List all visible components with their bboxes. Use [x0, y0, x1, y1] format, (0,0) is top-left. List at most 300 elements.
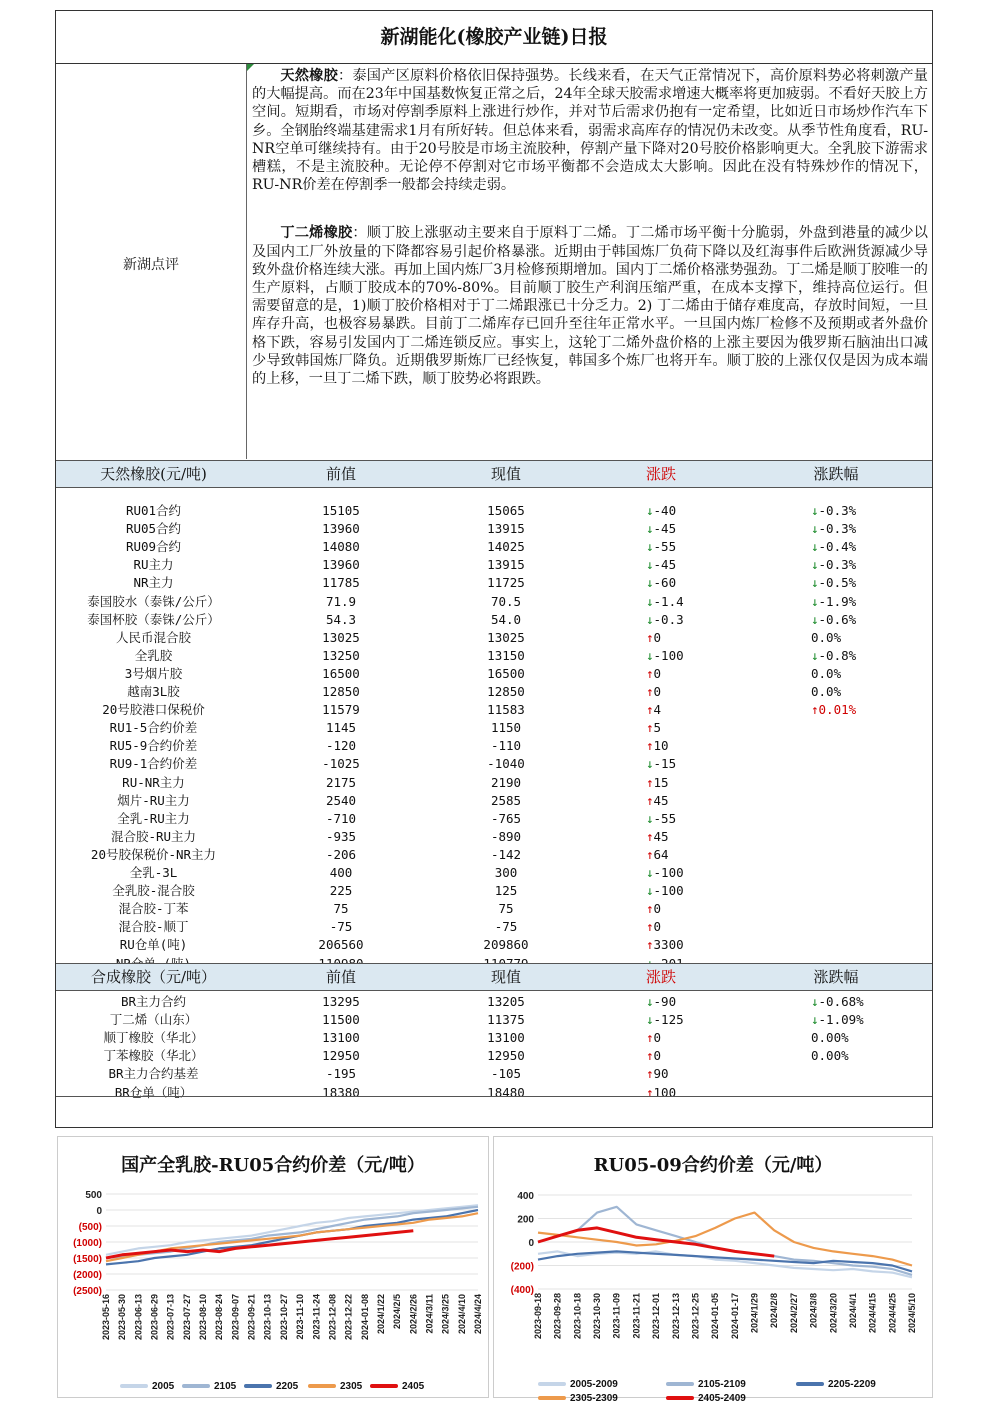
row-name: RU-NR主力	[122, 774, 185, 790]
arrow-down-icon: ↓	[646, 994, 654, 1009]
row-name: 全乳-RU主力	[117, 810, 190, 826]
row-change-pct: -1.09%	[818, 1012, 864, 1028]
arrow-down-icon: ↓	[811, 521, 819, 537]
legend-item	[796, 1379, 876, 1390]
row-name: RU9-1合约价差	[109, 756, 198, 772]
legend-label: 2405-2409	[698, 1393, 746, 1404]
row-cur-value: 16500	[487, 665, 525, 681]
row-cur-value: -890	[490, 828, 522, 844]
y-tick-label: (2500)	[73, 1286, 102, 1297]
legend-item	[120, 1381, 174, 1392]
legend-label: 2205-2209	[828, 1379, 876, 1390]
row-cur-value: -765	[490, 810, 522, 826]
butadiene-heading: 丁二烯橡胶	[280, 225, 353, 242]
table-row	[56, 993, 932, 1011]
row-cur-value: -1040	[487, 756, 525, 772]
x-tick-label: 2024/4/15	[867, 1293, 878, 1334]
arrow-down-icon: ↓	[646, 647, 654, 663]
row-prev-value: 18380	[322, 1084, 360, 1100]
x-tick-label: 2023-10-18	[572, 1293, 583, 1340]
table-row	[56, 737, 932, 755]
arrow-up-icon: ↑	[646, 937, 654, 953]
row-prev-value: 12950	[322, 1048, 360, 1064]
arrow-up-icon: ↑	[646, 828, 654, 844]
comment-label: 新湖点评	[123, 257, 179, 273]
col-chg-header: 涨跌	[645, 465, 676, 483]
arrow-up-icon: ↑	[646, 629, 654, 645]
row-change: 64	[653, 846, 669, 862]
x-tick-label: 2024/4/25	[887, 1293, 898, 1334]
row-name: 泰国杯胶（泰铢/公斤）	[87, 611, 220, 627]
row-cur-value: 209860	[483, 937, 529, 953]
row-change: -55	[653, 539, 677, 555]
natural-rubber-heading: 天然橡胶	[280, 68, 338, 84]
row-change-pct: -0.3%	[818, 521, 857, 537]
table-row	[56, 593, 932, 611]
table-row	[56, 629, 932, 647]
synthetic-rubber-table-header	[56, 963, 932, 991]
x-tick-label: 2023-05-30	[117, 1294, 128, 1341]
x-tick-label: 2023-10-27	[278, 1294, 289, 1341]
row-change: -125	[653, 1012, 684, 1028]
row-cur-value: 13025	[487, 629, 525, 645]
row-change-pct: -0.3%	[818, 503, 857, 518]
row-change: -100	[653, 865, 684, 880]
col-cur-header: 现值	[490, 968, 521, 986]
row-name: 20号胶保税价-NR主力	[90, 846, 217, 862]
row-prev-value: 11500	[322, 1012, 360, 1028]
row-change: 100	[653, 1084, 677, 1100]
y-tick-label: 500	[85, 1190, 102, 1201]
x-tick-label: 2023-09-28	[552, 1293, 563, 1340]
arrow-up-icon: ↑	[646, 1084, 654, 1100]
row-change: 45	[653, 792, 669, 808]
table-row	[56, 556, 932, 574]
row-name: NR主力	[133, 575, 174, 591]
row-change: 15	[653, 774, 669, 790]
legend-item	[666, 1379, 746, 1390]
table-row	[56, 701, 932, 719]
row-cur-value: 75	[498, 901, 514, 917]
row-name: 人民币混合胶	[115, 629, 191, 645]
row-cur-value: 11375	[487, 1012, 525, 1028]
row-change: 0	[653, 1048, 662, 1064]
row-cur-value: 1150	[490, 720, 522, 736]
x-tick-label: 2023-09-07	[230, 1294, 241, 1341]
table-row	[56, 936, 932, 954]
row-cur-value: 11725	[487, 575, 525, 591]
x-tick-label: 2023-12-13	[670, 1293, 681, 1340]
comment-label-cell	[56, 64, 247, 459]
chart-plot	[58, 1137, 488, 1397]
arrow-up-icon: ↑	[646, 1030, 654, 1046]
x-tick-label: 2024/3/25	[440, 1294, 451, 1335]
row-change: 0	[653, 629, 662, 645]
table-row	[56, 574, 932, 592]
row-prev-value: -935	[325, 828, 357, 844]
arrow-up-icon: ↑	[646, 665, 654, 681]
x-tick-label: 2023-11-09	[611, 1293, 622, 1339]
row-name: 混合胶-丁苯	[118, 901, 189, 917]
x-tick-label: 2024-01-17	[729, 1293, 740, 1340]
arrow-up-icon: ↑	[646, 919, 654, 935]
table-row	[56, 1065, 932, 1083]
table-bottom-divider	[56, 1096, 932, 1097]
row-name: 丁二烯（山东）	[109, 1012, 198, 1028]
natural-rubber-body: ：泰国产区原料价格依旧保持强势。长线来看，在天气正常情况下，高价原料势必将刺激产量的大幅提高。而在23年中国基数恢复正常之后，24年全球天胶需求增速大概率将更加疲弱。不看好天胶上方空间。短期看，市场对停割季原料上涨进行炒作，并对节后需求仍抱有一定希望，比如近日市场炒作汽车下乡。全钢胎终端基建需求1月有所好转。但总体来看，弱需求高库存的情况仍未改变。从季节性角度看，RU-NR空单可继续持有。由于20号胶是市场主流胶种，停割产量下降对20号胶价格影响更大。全乳胶下游需求槽糕，不是主流胶种。无论停不停割对它市场平衡都不会造成太大影响。因此在没有特殊炒作的情况下，RU-NR价差在停割季一般都会持续走弱。	[252, 68, 928, 194]
row-change: 3300	[653, 937, 684, 953]
chart-title: RU05-09合约价差（元/吨）	[593, 1155, 833, 1176]
x-tick-label: 2023-12-22	[343, 1294, 354, 1341]
row-prev-value: 206560	[318, 937, 364, 953]
row-change-pct: 0.0%	[811, 629, 842, 645]
row-cur-value: 15065	[487, 503, 525, 518]
arrow-up-icon: ↑	[646, 738, 654, 754]
row-change-pct: -0.3%	[818, 557, 857, 573]
row-prev-value: 400	[329, 865, 353, 880]
row-prev-value: 75	[333, 901, 349, 917]
series-line-2005-2009	[538, 1251, 912, 1277]
legend-label: 2405	[402, 1381, 425, 1392]
chart-quanru-ru05-spread	[57, 1136, 489, 1398]
arrow-up-icon: ↑	[646, 846, 654, 862]
x-tick-label: 2023-11-10	[295, 1294, 306, 1340]
row-name: 顺丁橡胶（华北）	[103, 1030, 204, 1046]
legend-swatch	[538, 1396, 566, 1400]
legend-item	[538, 1379, 618, 1390]
butadiene-body: ：顺丁胶上涨驱动主要来自于原料丁二烯。丁二烯市场平衡十分脆弱，外盘到港量的减少以及国内工厂外放量的下降都容易引起价格暴涨。近期由于韩国炼厂负荷下降以及红海事件后欧洲货源减少导致外盘价格连续大涨。再加上国内炼厂3月检修预期增加。国内丁二烯价格涨势强劲。丁二烯是顺丁胶唯一的生产原料，占顺丁胶成本的70%-80%。目前顺丁胶生产利润压缩严重，在成本支撑下，维持高位运行。但需要留意的是，1)顺丁胶价格相对于丁二烯跟涨已十分乏力。2) 丁二烯由于储存难度高，存放时间短，一旦库存升高，也极容易暴跌。目前丁二烯库存已回升至往年正常水平。一旦国内炼厂检修不及预期或者外盘价格下跌，容易引发国内丁二烯连锁反应。事实上，这轮丁二烯外盘价格的上涨主要因为俄罗斯石脑油出口减少导致韩国炼厂降负。近期俄罗斯炼厂已经恢复，韩国多个炼厂也将开车。顺丁胶的上涨仅仅是因为成本端的上移，一旦丁二烯下跌，顺丁胶势必将跟跌。	[252, 225, 928, 388]
row-prev-value: 2175	[325, 774, 357, 790]
row-change: -1.4	[653, 593, 684, 609]
x-tick-label: 2024/1/22	[375, 1294, 386, 1335]
arrow-down-icon: ↓	[646, 503, 654, 518]
arrow-up-icon: ↑	[646, 1066, 654, 1082]
row-name: RU仓单(吨)	[119, 937, 188, 953]
legend-label: 2105-2109	[698, 1379, 746, 1390]
row-cur-value: 2190	[490, 774, 522, 790]
row-cur-value: -110	[490, 738, 522, 754]
row-name: 3号烟片胶	[124, 665, 183, 681]
arrow-down-icon: ↓	[646, 883, 654, 899]
y-tick-label: (1000)	[73, 1238, 102, 1249]
col-cur-header: 现值	[490, 465, 521, 483]
col-chg-header: 涨跌	[645, 968, 676, 986]
row-name: RU1-5合约价差	[109, 720, 198, 736]
x-tick-label: 2023-09-21	[246, 1294, 257, 1341]
col-prev-header: 前值	[325, 968, 356, 986]
table-row	[56, 520, 932, 538]
y-tick-label: 0	[528, 1238, 534, 1249]
legend-item	[182, 1381, 236, 1392]
row-cur-value: 12950	[487, 1048, 525, 1064]
x-tick-label: 2024/3/20	[828, 1293, 839, 1334]
col-pct-header: 涨跌幅	[813, 968, 859, 986]
row-prev-value: 15105	[322, 503, 360, 518]
x-tick-label: 2024/4/10	[456, 1294, 467, 1335]
x-tick-label: 2024/1/29	[749, 1293, 760, 1334]
y-tick-label: 0	[96, 1206, 102, 1217]
row-change: -90	[653, 994, 677, 1009]
row-change: -100	[653, 647, 684, 663]
table-row	[56, 683, 932, 701]
x-tick-label: 2024/4/1	[847, 1293, 858, 1329]
arrow-down-icon: ↓	[811, 575, 819, 591]
table-row	[56, 1011, 932, 1029]
natural-rubber-comment	[252, 67, 928, 194]
row-prev-value: -120	[325, 738, 357, 754]
legend-swatch	[370, 1384, 398, 1388]
row-prev-value: 54.3	[325, 611, 357, 627]
row-name: 全乳胶	[134, 647, 173, 663]
row-change-pct: -0.68%	[818, 994, 864, 1009]
row-change: -40	[653, 503, 677, 518]
row-name: 20号胶港口保税价	[102, 702, 205, 718]
series-line-2105-2109	[538, 1207, 912, 1275]
row-cur-value: 125	[494, 883, 518, 899]
x-tick-label: 2024/3/11	[424, 1294, 435, 1334]
y-tick-label: (500)	[78, 1222, 102, 1233]
row-cur-value: 70.5	[490, 593, 522, 609]
row-cur-value: 54.0	[490, 611, 522, 627]
row-name: RU5-9合约价差	[109, 738, 198, 754]
chart-ru05-09-spread	[493, 1136, 933, 1404]
row-prev-value: -75	[329, 919, 353, 935]
y-tick-label: 400	[517, 1191, 534, 1202]
legend-label: 2305	[340, 1381, 363, 1392]
row-change: 45	[653, 828, 669, 844]
row-cur-value: 18480	[487, 1084, 525, 1100]
y-tick-label: (1500)	[73, 1254, 102, 1265]
arrow-down-icon: ↓	[811, 611, 819, 627]
x-tick-label: 2023-12-25	[690, 1293, 701, 1340]
x-tick-label: 2023-11-24	[311, 1294, 322, 1340]
row-cur-value: 300	[494, 865, 518, 880]
arrow-up-icon: ↑	[646, 684, 654, 699]
row-cur-value: 13205	[487, 994, 525, 1009]
row-change: -55	[653, 810, 677, 826]
arrow-up-icon: ↑	[646, 1048, 654, 1064]
natural-rubber-table-header	[56, 460, 932, 488]
row-prev-value: 13960	[322, 557, 360, 573]
legend-item	[308, 1381, 362, 1392]
arrow-up-icon: ↑	[811, 702, 819, 718]
table-row	[56, 611, 932, 629]
table-row	[56, 792, 932, 810]
row-prev-value: -1025	[322, 756, 360, 772]
legend-item	[538, 1393, 618, 1404]
row-cur-value: -142	[490, 846, 522, 862]
row-prev-value: 13960	[322, 521, 360, 537]
row-change: 90	[653, 1066, 669, 1082]
y-tick-label: (200)	[510, 1261, 534, 1273]
legend-label: 2005	[152, 1381, 175, 1392]
arrow-down-icon: ↓	[646, 865, 654, 880]
comment-text	[252, 67, 928, 418]
table-row	[56, 900, 932, 918]
row-name: RU09合约	[125, 539, 182, 555]
x-tick-label: 2023-06-13	[133, 1294, 144, 1341]
row-name: RU01合约	[125, 503, 182, 518]
row-prev-value: 13250	[322, 647, 360, 663]
table-row	[56, 665, 932, 683]
x-tick-label: 2024/2/5	[392, 1294, 403, 1330]
table-row	[56, 647, 932, 665]
table-row	[56, 1047, 932, 1065]
arrow-up-icon: ↑	[646, 702, 654, 718]
table-row	[56, 538, 932, 556]
row-change: -100	[653, 883, 684, 899]
row-cur-value: 13915	[487, 521, 525, 537]
row-prev-value: 13100	[322, 1030, 360, 1046]
row-prev-value: 1145	[325, 720, 357, 736]
table-row	[56, 502, 932, 520]
legend-item	[666, 1393, 746, 1404]
arrow-down-icon: ↓	[811, 503, 819, 518]
x-tick-label: 2023-11-21	[631, 1293, 642, 1339]
row-change: 0	[653, 919, 662, 935]
legend-swatch	[308, 1384, 336, 1388]
legend-swatch	[666, 1382, 694, 1386]
arrow-down-icon: ↓	[811, 539, 819, 555]
table-row	[56, 719, 932, 737]
arrow-down-icon: ↓	[811, 557, 819, 573]
x-tick-label: 2023-08-24	[214, 1294, 225, 1341]
col-prev-header: 前值	[325, 465, 356, 483]
x-tick-label: 2024/2/26	[408, 1294, 419, 1335]
legend-label: 2205	[276, 1381, 299, 1392]
arrow-up-icon: ↑	[646, 901, 654, 917]
x-tick-label: 2023-07-27	[181, 1294, 192, 1341]
row-cur-value: 2585	[490, 792, 522, 808]
chart-title: 国产全乳胶-RU05合约价差（元/吨）	[121, 1155, 425, 1176]
arrow-down-icon: ↓	[646, 539, 654, 555]
row-change-pct: -0.4%	[818, 539, 857, 555]
arrow-up-icon: ↑	[646, 774, 654, 790]
table-row	[56, 882, 932, 900]
row-cur-value: -105	[490, 1066, 522, 1082]
x-tick-label: 2023-10-13	[262, 1294, 273, 1341]
arrow-up-icon: ↑	[646, 792, 654, 808]
row-change: -0.3	[653, 611, 684, 627]
x-tick-label: 2024-01-08	[359, 1294, 370, 1341]
row-change: 4	[653, 702, 662, 718]
row-prev-value: 11785	[322, 575, 360, 591]
arrow-down-icon: ↓	[646, 1012, 654, 1028]
row-change: -60	[653, 575, 677, 591]
x-tick-label: 2023-06-29	[149, 1294, 160, 1341]
row-prev-value: 13295	[322, 994, 360, 1009]
table-row	[56, 774, 932, 792]
table-row	[56, 846, 932, 864]
arrow-down-icon: ↓	[646, 756, 654, 772]
row-prev-value: -195	[325, 1066, 357, 1082]
x-tick-label: 2023-12-01	[651, 1293, 662, 1340]
row-name: 全乳胶-混合胶	[112, 883, 195, 899]
row-prev-value: -710	[325, 810, 357, 826]
row-change: 10	[653, 738, 669, 754]
row-cur-value: 14025	[487, 539, 525, 555]
row-change-pct: -1.9%	[818, 593, 857, 609]
row-change-pct: -0.8%	[818, 647, 857, 663]
table-row	[56, 1084, 932, 1102]
legend-swatch	[244, 1384, 272, 1388]
row-change-pct: 0.00%	[811, 1030, 849, 1046]
table-row	[56, 828, 932, 846]
row-change: 0	[653, 1030, 662, 1046]
row-change: 0	[653, 684, 662, 699]
table-row	[56, 755, 932, 773]
page-title: 新湖能化(橡胶产业链)日报	[56, 11, 932, 64]
row-name: BR仓单（吨）	[114, 1084, 193, 1100]
row-change: 5	[653, 720, 662, 736]
legend-swatch	[796, 1382, 824, 1386]
row-cur-value: 13100	[487, 1030, 525, 1046]
table-row	[56, 864, 932, 882]
row-cur-value: 13915	[487, 557, 525, 573]
row-name: 丁苯橡胶（华北）	[103, 1048, 204, 1064]
row-prev-value: 14080	[322, 539, 360, 555]
row-name: 烟片-RU主力	[117, 792, 190, 808]
legend-label: 2305-2309	[570, 1393, 618, 1404]
row-prev-value: -206	[325, 846, 357, 862]
row-prev-value: 13025	[322, 629, 360, 645]
row-name: 泰国胶水（泰铢/公斤）	[87, 593, 220, 609]
row-prev-value: 225	[329, 883, 353, 899]
row-name: RU主力	[133, 557, 174, 573]
x-tick-label: 2024/3/8	[808, 1293, 819, 1329]
legend-label: 2005-2009	[570, 1379, 618, 1390]
row-change-pct: 0.0%	[811, 665, 842, 681]
x-tick-label: 2023-10-30	[592, 1293, 603, 1340]
row-change-pct: 0.01%	[818, 702, 857, 718]
arrow-down-icon: ↓	[811, 1012, 819, 1028]
arrow-down-icon: ↓	[646, 575, 654, 591]
row-cur-value: 12850	[487, 684, 525, 699]
legend-swatch	[666, 1396, 694, 1400]
table-row	[56, 1029, 932, 1047]
row-change: -45	[653, 521, 677, 537]
arrow-down-icon: ↓	[811, 647, 819, 663]
legend-item	[244, 1381, 298, 1392]
row-name: RU05合约	[125, 521, 182, 537]
arrow-down-icon: ↓	[646, 557, 654, 573]
arrow-down-icon: ↓	[646, 593, 654, 609]
x-tick-label: 2023-05-16	[101, 1294, 111, 1341]
row-change-pct: 0.00%	[811, 1048, 849, 1064]
col-pct-header: 涨跌幅	[813, 465, 859, 483]
x-tick-label: 2024/2/8	[769, 1293, 780, 1329]
arrow-down-icon: ↓	[646, 810, 654, 826]
row-change-pct: -0.6%	[818, 611, 857, 627]
row-name: BR主力合约基差	[108, 1066, 199, 1082]
row-change-pct: -0.5%	[818, 575, 857, 591]
x-tick-label: 2024/2/27	[788, 1293, 799, 1334]
row-change-pct: 0.0%	[811, 684, 842, 699]
col-name-header: 合成橡胶（元/吨）	[90, 968, 217, 986]
legend-swatch	[182, 1384, 210, 1388]
x-tick-label: 2023-12-08	[327, 1294, 338, 1341]
row-change: 0	[653, 901, 662, 917]
row-cur-value: 13150	[487, 647, 525, 663]
row-prev-value: 12850	[322, 684, 360, 699]
x-tick-label: 2023-09-18	[533, 1293, 543, 1340]
x-tick-label: 2024/4/24	[473, 1294, 483, 1335]
legend-item	[370, 1381, 424, 1392]
legend-swatch	[120, 1384, 148, 1388]
report-page	[55, 10, 933, 1128]
y-tick-label: (400)	[510, 1285, 534, 1296]
x-tick-label: 2024-01-05	[710, 1293, 721, 1340]
